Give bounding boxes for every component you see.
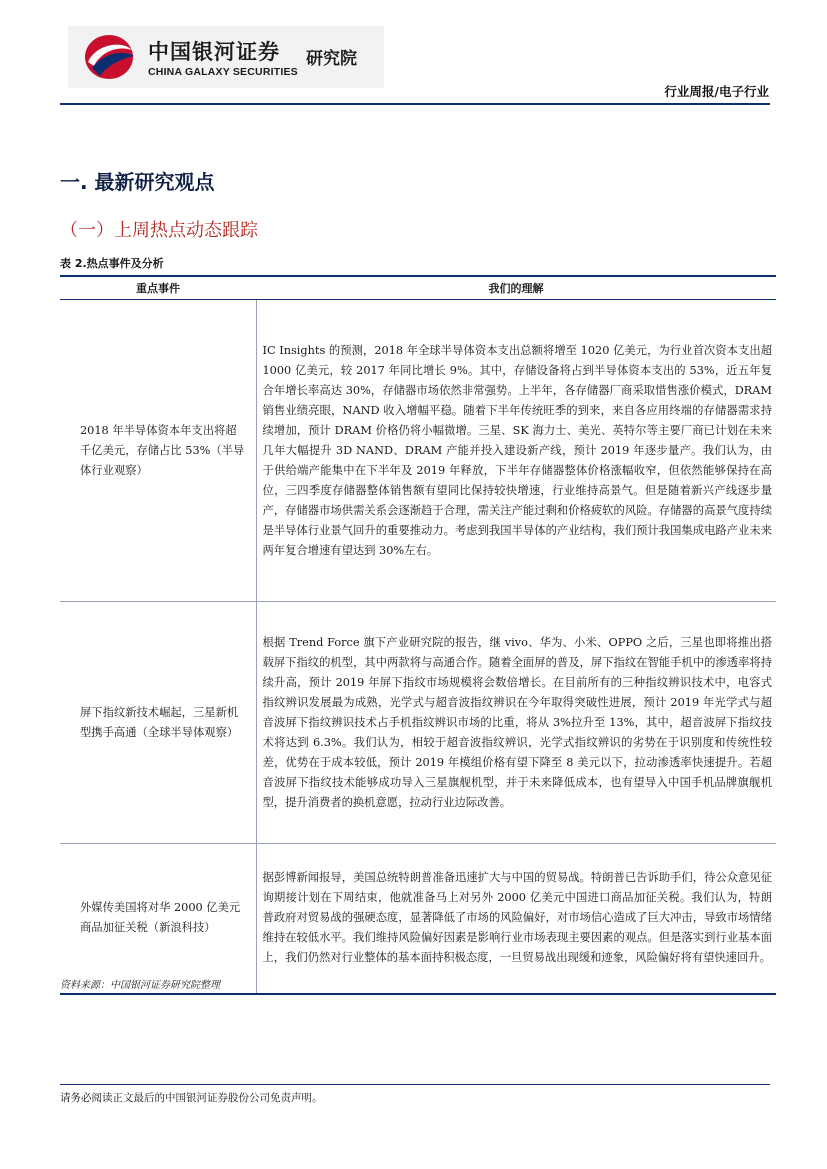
header-logo — [68, 26, 384, 88]
logo-institute: 研究院 — [306, 49, 357, 69]
table-row — [60, 602, 776, 844]
logo-english-name: CHINA GALAXY SECURITIES — [148, 66, 298, 78]
header-divider — [60, 103, 770, 105]
footer-divider — [60, 1084, 770, 1085]
hot-events-table — [60, 275, 776, 995]
column-header-analysis: 我们的理解 — [256, 276, 776, 300]
analysis-cell: 据彭博新闻报导，美国总统特朗普准备迅速扩大与中国的贸易战。特朗普已告诉助手们，待公众意见征询期接计划在下周结束，他就准备马上对另外 2000 亿美元中国进口商品加征关税。我们认为，特朗普政府对贸易战的强硬态度，显著降低了市场的风险偏好，对市场信心造成了巨大冲击，导致市场情绪维持在较低水平。我们维持风险偏好因素是影响行业市场表现主要因素的观点。但是落实到行业基本面上，我们仍然对行业整体的基本面持积极态度，一旦贸易战出现缓和迹象，风险偏好将有望快速回升。 — [256, 844, 776, 994]
report-type: 行业周报/电子行业 — [664, 84, 769, 99]
footer-disclaimer: 请务必阅读正文最后的中国银河证券股份公司免责声明。 — [60, 1092, 323, 1104]
galaxy-logo-icon — [82, 32, 136, 82]
event-cell: 外媒传美国将对华 2000 亿美元商品加征关税（新浪科技） — [60, 844, 256, 994]
table-caption: 表 2.热点事件及分析 — [60, 257, 164, 270]
table-row — [60, 300, 776, 602]
analysis-cell: 根据 Trend Force 旗下产业研究院的报告，继 vivo、华为、小米、OPPO 之后，三星也即将推出搭载屏下指纹的机型，其中两款将与高通合作。随着全面屏的普及，屏下指纹在智能手机中的渗透率将持续升高，预计 2019 年屏下指纹市场规模将会数倍增长。在目前所有的三种指纹辨识技术中，电容式指纹辨识发展最为成熟，光学式与超音波指纹辨识在今年取得突破性进展，预计 2019 年光学式与超音波屏下指纹辨识技术占手机指纹辨识市场的比重，将从 3%拉升至 13%，其中，超音波屏下指纹技术将达到 6.3%。我们认为，相较于超音波指纹辨识，光学式指纹辨识的劣势在于识别度和传统性较差，优势在于成本较低，预计 2019 年模组价格有望下降至 8 美元以下，拉动渗透率快速提升。若超音波屏下指纹技术能够成功导入三星旗舰机型，并于未来降低成本，也有望导入中国手机品牌旗舰机型，提升消费者的换机意愿，拉动行业边际改善。 — [256, 602, 776, 844]
section-subtitle: （一）上周热点动态跟踪 — [60, 220, 258, 241]
column-header-event: 重点事件 — [60, 276, 256, 300]
table-source: 资料来源：中国银河证券研究院整理 — [60, 980, 220, 991]
table-header-row — [60, 276, 776, 300]
table-row — [60, 844, 776, 994]
logo-chinese-name: 中国银河证券 — [148, 40, 280, 64]
event-cell: 2018 年半导体资本年支出将超千亿美元，存储占比 53%（半导体行业观察） — [60, 300, 256, 602]
section-title: 一. 最新研究观点 — [60, 170, 215, 194]
analysis-cell: IC Insights 的预测，2018 年全球半导体资本支出总额将增至 1020 亿美元，为行业首次资本支出超 1000 亿美元，较 2017 年同比增长 9%。其中，存储设备将占到半导体资本支出的 53%，近五年复合年增长率高达 30%，存储器市场依然非常强势。上半年，各存储器厂商采取惜售涨价模式，DRAM 销售业绩亮眼，NAND 收入增幅平稳。随着下半年传统旺季的到来，来自各应用终端的存储器需求持续增加，预计 DRAM 价格仍将小幅微增。三星、SK 海力士、美光、英特尔等主要厂商已计划在未来几年大幅提升 3D NAND、DRAM 产能并投入建设新产线，预计 2019 年逐步量产。我们认为，由于供给端产能集中在下半年及 2019 年释放，下半年存储器整体价格涨幅收窄，但依然能够保持在高位，三四季度存储器整体销售额有望同比保持较快增速，行业维持高景气。但是随着新兴产线逐步量产，存储器市场供需关系会逐渐趋于合理，需关注产能过剩和价格疲软的风险。存储器的高景气度持续是半导体行业景气回升的重要推动力。考虑到我国半导体的产业结构，我们预计我国集成电路产业未来两年复合增速有望达到 30%左右。 — [256, 300, 776, 602]
event-cell: 屏下指纹新技术崛起，三星新机型携手高通（全球半导体观察） — [60, 602, 256, 844]
